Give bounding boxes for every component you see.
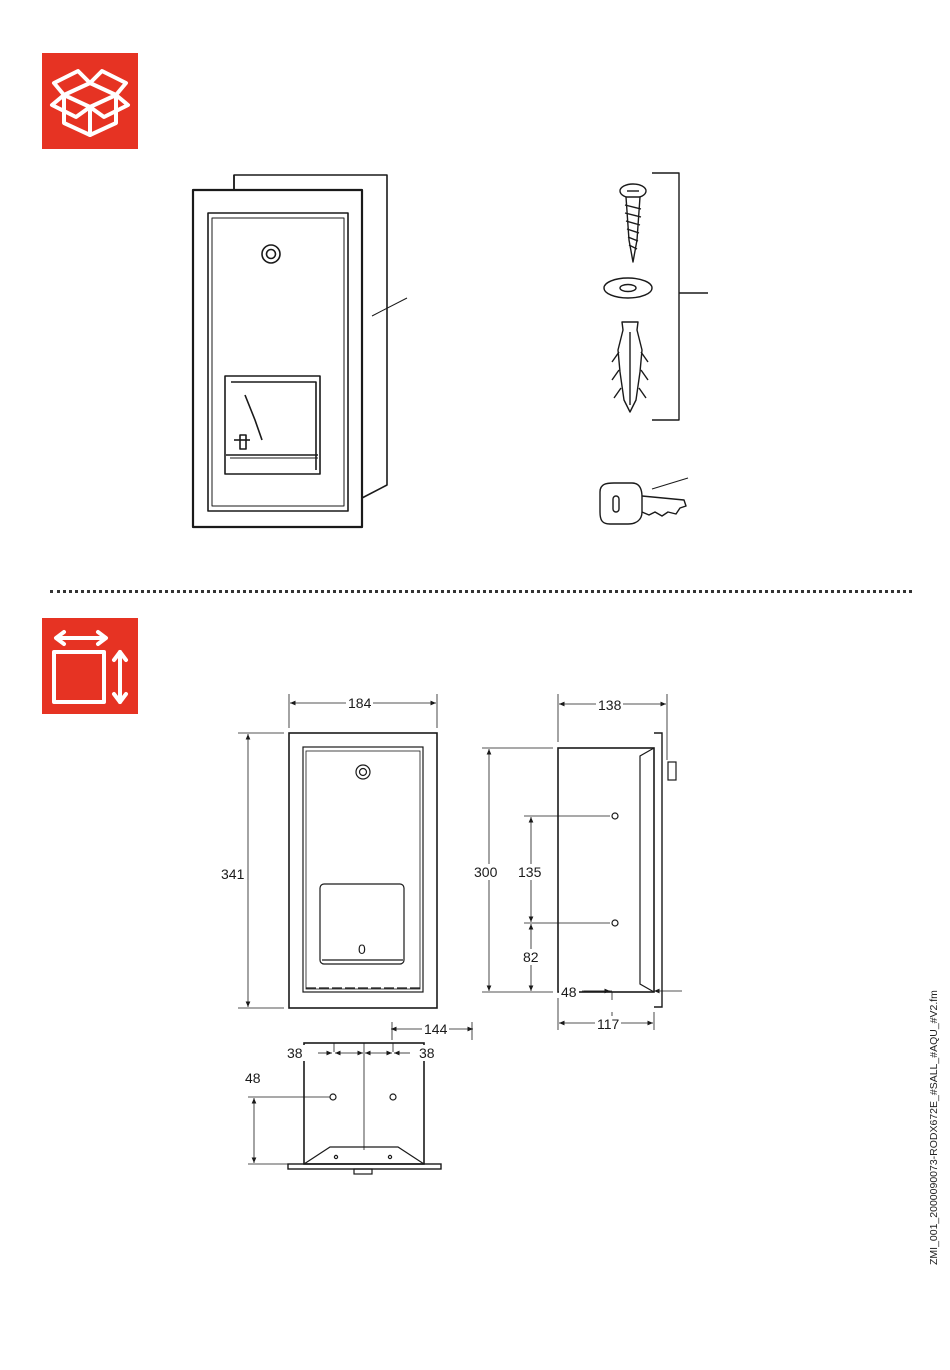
dim-mount-depth: 117 xyxy=(597,1016,620,1032)
dim-bottom-depth: 48 xyxy=(245,1070,261,1086)
dim-front-width: 184 xyxy=(348,695,372,711)
dim-bottom-width: 144 xyxy=(424,1021,448,1037)
dim-side-depth: 138 xyxy=(598,697,622,713)
dim-flange-offset: 48 xyxy=(561,984,577,1000)
dim-front-height: 341 xyxy=(221,866,245,882)
dim-bottom-right-hole: 38 xyxy=(419,1045,435,1061)
front-label-zero: 0 xyxy=(358,941,366,957)
dim-hole-offset: 82 xyxy=(523,949,539,965)
dim-side-height: 300 xyxy=(474,864,498,880)
dim-bottom-left-hole: 38 xyxy=(287,1045,303,1061)
document-reference: ZMI_001_2000090073-RODX672E_#SALL_#AQU_#V2.fm xyxy=(928,990,940,1265)
dim-hole-spacing: 135 xyxy=(518,864,542,880)
